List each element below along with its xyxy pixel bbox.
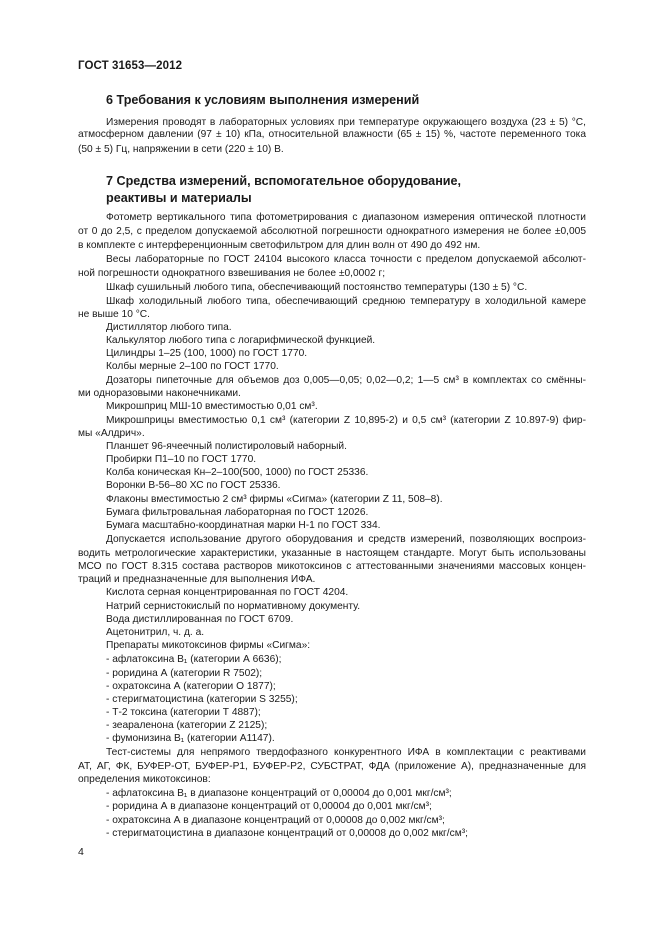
paragraph-line: Воронки В-56–80 ХС по ГОСТ 25336. [106,480,281,491]
paragraph-line: Тест-системы для непрямого твердофазного конкурентного ИФА в комплектации с реактивами [106,747,586,758]
paragraph-line: Пробирки П1–10 по ГОСТ 1770. [106,454,257,465]
paragraph-line: Допускается использование другого оборудования и средств измерений, позволяющих воспроиз- [106,534,586,545]
section-7-title-line-1: 7 Средства измерений, вспомогательное оборудование, [106,174,462,188]
paragraph-line: Дозаторы пипеточные для объемов доз 0,005—0,05; 0,02—0,2; 1—5 см³ в комплектах со смённы- [106,375,586,386]
paragraph-line: Калькулятор любого типа с логарифмической функцией. [106,335,376,346]
paragraph-line: Микрошприцы вместимостью 0,1 см³ (категории Z 10,895-2) и 0,5 см³ (категории Z 10.897-9) фир- [106,415,586,426]
paragraph-line: Микрошприц МШ-10 вместимостью 0,01 см³. [106,401,318,412]
paragraph-line: Измерения проводят в лабораторных условиях при температуре окружающего воздуха (23 ± 5) °С, [106,117,586,128]
paragraph-line: водить метрологические характеристики, указанные в настоящем стандарте. Могут быть использованы [78,548,586,559]
paragraph-line: Весы лабораторные по ГОСТ 24104 высокого класса точности с пределом допускаемой абсолют- [106,254,586,265]
paragraph-line: Бумага фильтровальная лабораторная по ГОСТ 12026. [106,507,369,518]
paragraph-line: (50 ± 5) Гц, напряжении в сети (220 ± 10) В. [78,144,284,155]
list-item: - охратоксина А в диапазоне концентраций от 0,00008 до 0,002 мкг/см³; [106,815,445,826]
section-7-title-line-2: реактивы и материалы [106,191,252,205]
paragraph-line: МСО по ГОСТ 8.315 состава растворов микотоксинов с аттестованными значениями массовых концен- [78,561,586,572]
paragraph-line: Планшет 96-ячеечный полистироловый наборный. [106,441,347,452]
paragraph-line: в комплекте с интерференционным светофильтром для длин волн от 490 до 492 нм. [78,240,481,251]
paragraph-line: не выше 10 °С. [78,309,150,320]
paragraph-line: атмосферном давлении (97 ± 10) кПа, относительной влажности (65 ± 15) %, частоте переменного тока [78,129,586,140]
paragraph-line: Кислота серная концентрированная по ГОСТ 4204. [106,587,349,598]
list-item: - фумонизина В₁ (категории А1147). [106,733,275,744]
paragraph-line: Шкаф сушильный любого типа, обеспечивающий постоянство температуры (130 ± 5) °С. [106,282,528,293]
paragraph-line: определения микотоксинов: [78,774,211,785]
paragraph-line: ми одноразовыми наконечниками. [78,388,241,399]
list-item: - охратоксина А (категории О 1877); [106,681,276,692]
paragraph-line: мы «Алдрич». [78,428,145,439]
paragraph-line: Дистиллятор любого типа. [106,322,232,333]
paragraph-line: Шкаф холодильный любого типа, обеспечивающий среднюю температуру в холодильной камере [106,296,586,307]
paragraph-line: Препараты микотоксинов фирмы «Сигма»: [106,640,311,651]
list-item: - зеараленона (категории Z 2125); [106,720,268,731]
paragraph-line: Бумага масштабно-координатная марки Н-1 по ГОСТ 334. [106,520,381,531]
paragraph-line: Колбы мерные 2–100 по ГОСТ 1770. [106,361,279,372]
list-item: - афлатоксина В₁ (категории А 6636); [106,654,282,665]
list-item: - роридина А (категории R 7502); [106,668,263,679]
page-number: 4 [78,846,84,858]
paragraph-line: Ацетонитрил, ч. д. а. [106,627,205,638]
paragraph-line: Колба коническая Кн–2–100(500, 1000) по ГОСТ 25336. [106,467,369,478]
paragraph-line: Цилиндры 1–25 (100, 1000) по ГОСТ 1770. [106,348,308,359]
list-item: - стеригматоцистина (категории S 3255); [106,694,298,705]
section-6-title: 6 Требования к условиям выполнения измерений [106,93,420,107]
paragraph-line: траций и предназначенные для выполнения ИФА. [78,574,316,585]
list-item: - Т-2 токсина (категории Т 4887); [106,707,261,718]
list-item: - афлатоксина В₁ в диапазоне концентраций от 0,00004 до 0,001 мкг/см³; [106,788,452,799]
paragraph-line: Вода дистиллированная по ГОСТ 6709. [106,614,294,625]
paragraph-line: Флаконы вместимостью 2 см³ фирмы «Сигма» (категории Z 11, 508–8). [106,494,443,505]
list-item: - стеригматоцистина в диапазоне концентраций от 0,00008 до 0,002 мкг/см³; [106,828,468,839]
paragraph-line: ной погрешности однократного взвешивания не более ±0,0002 г; [78,268,386,279]
paragraph-line: Натрий сернистокислый по нормативному документу. [106,601,361,612]
paragraph-line: АТ, АГ, ФК, БУФЕР-ОТ, БУФЕР-Р1, БУФЕР-Р2, СУБСТРАТ, ФДА (приложение А), предназначенные для [78,761,586,772]
paragraph-line: Фотометр вертикального типа фотометрирования с диапазоном измерения оптической плотности [106,212,586,223]
document-header: ГОСТ 31653—2012 [78,60,183,72]
list-item: - роридина А в диапазоне концентраций от 0,00004 до 0,001 мкг/см³; [106,801,432,812]
paragraph-line: от 0 до 2,5, с пределом допускаемой абсолютной погрешности однократного измерения не более ±0,005 [78,226,586,237]
